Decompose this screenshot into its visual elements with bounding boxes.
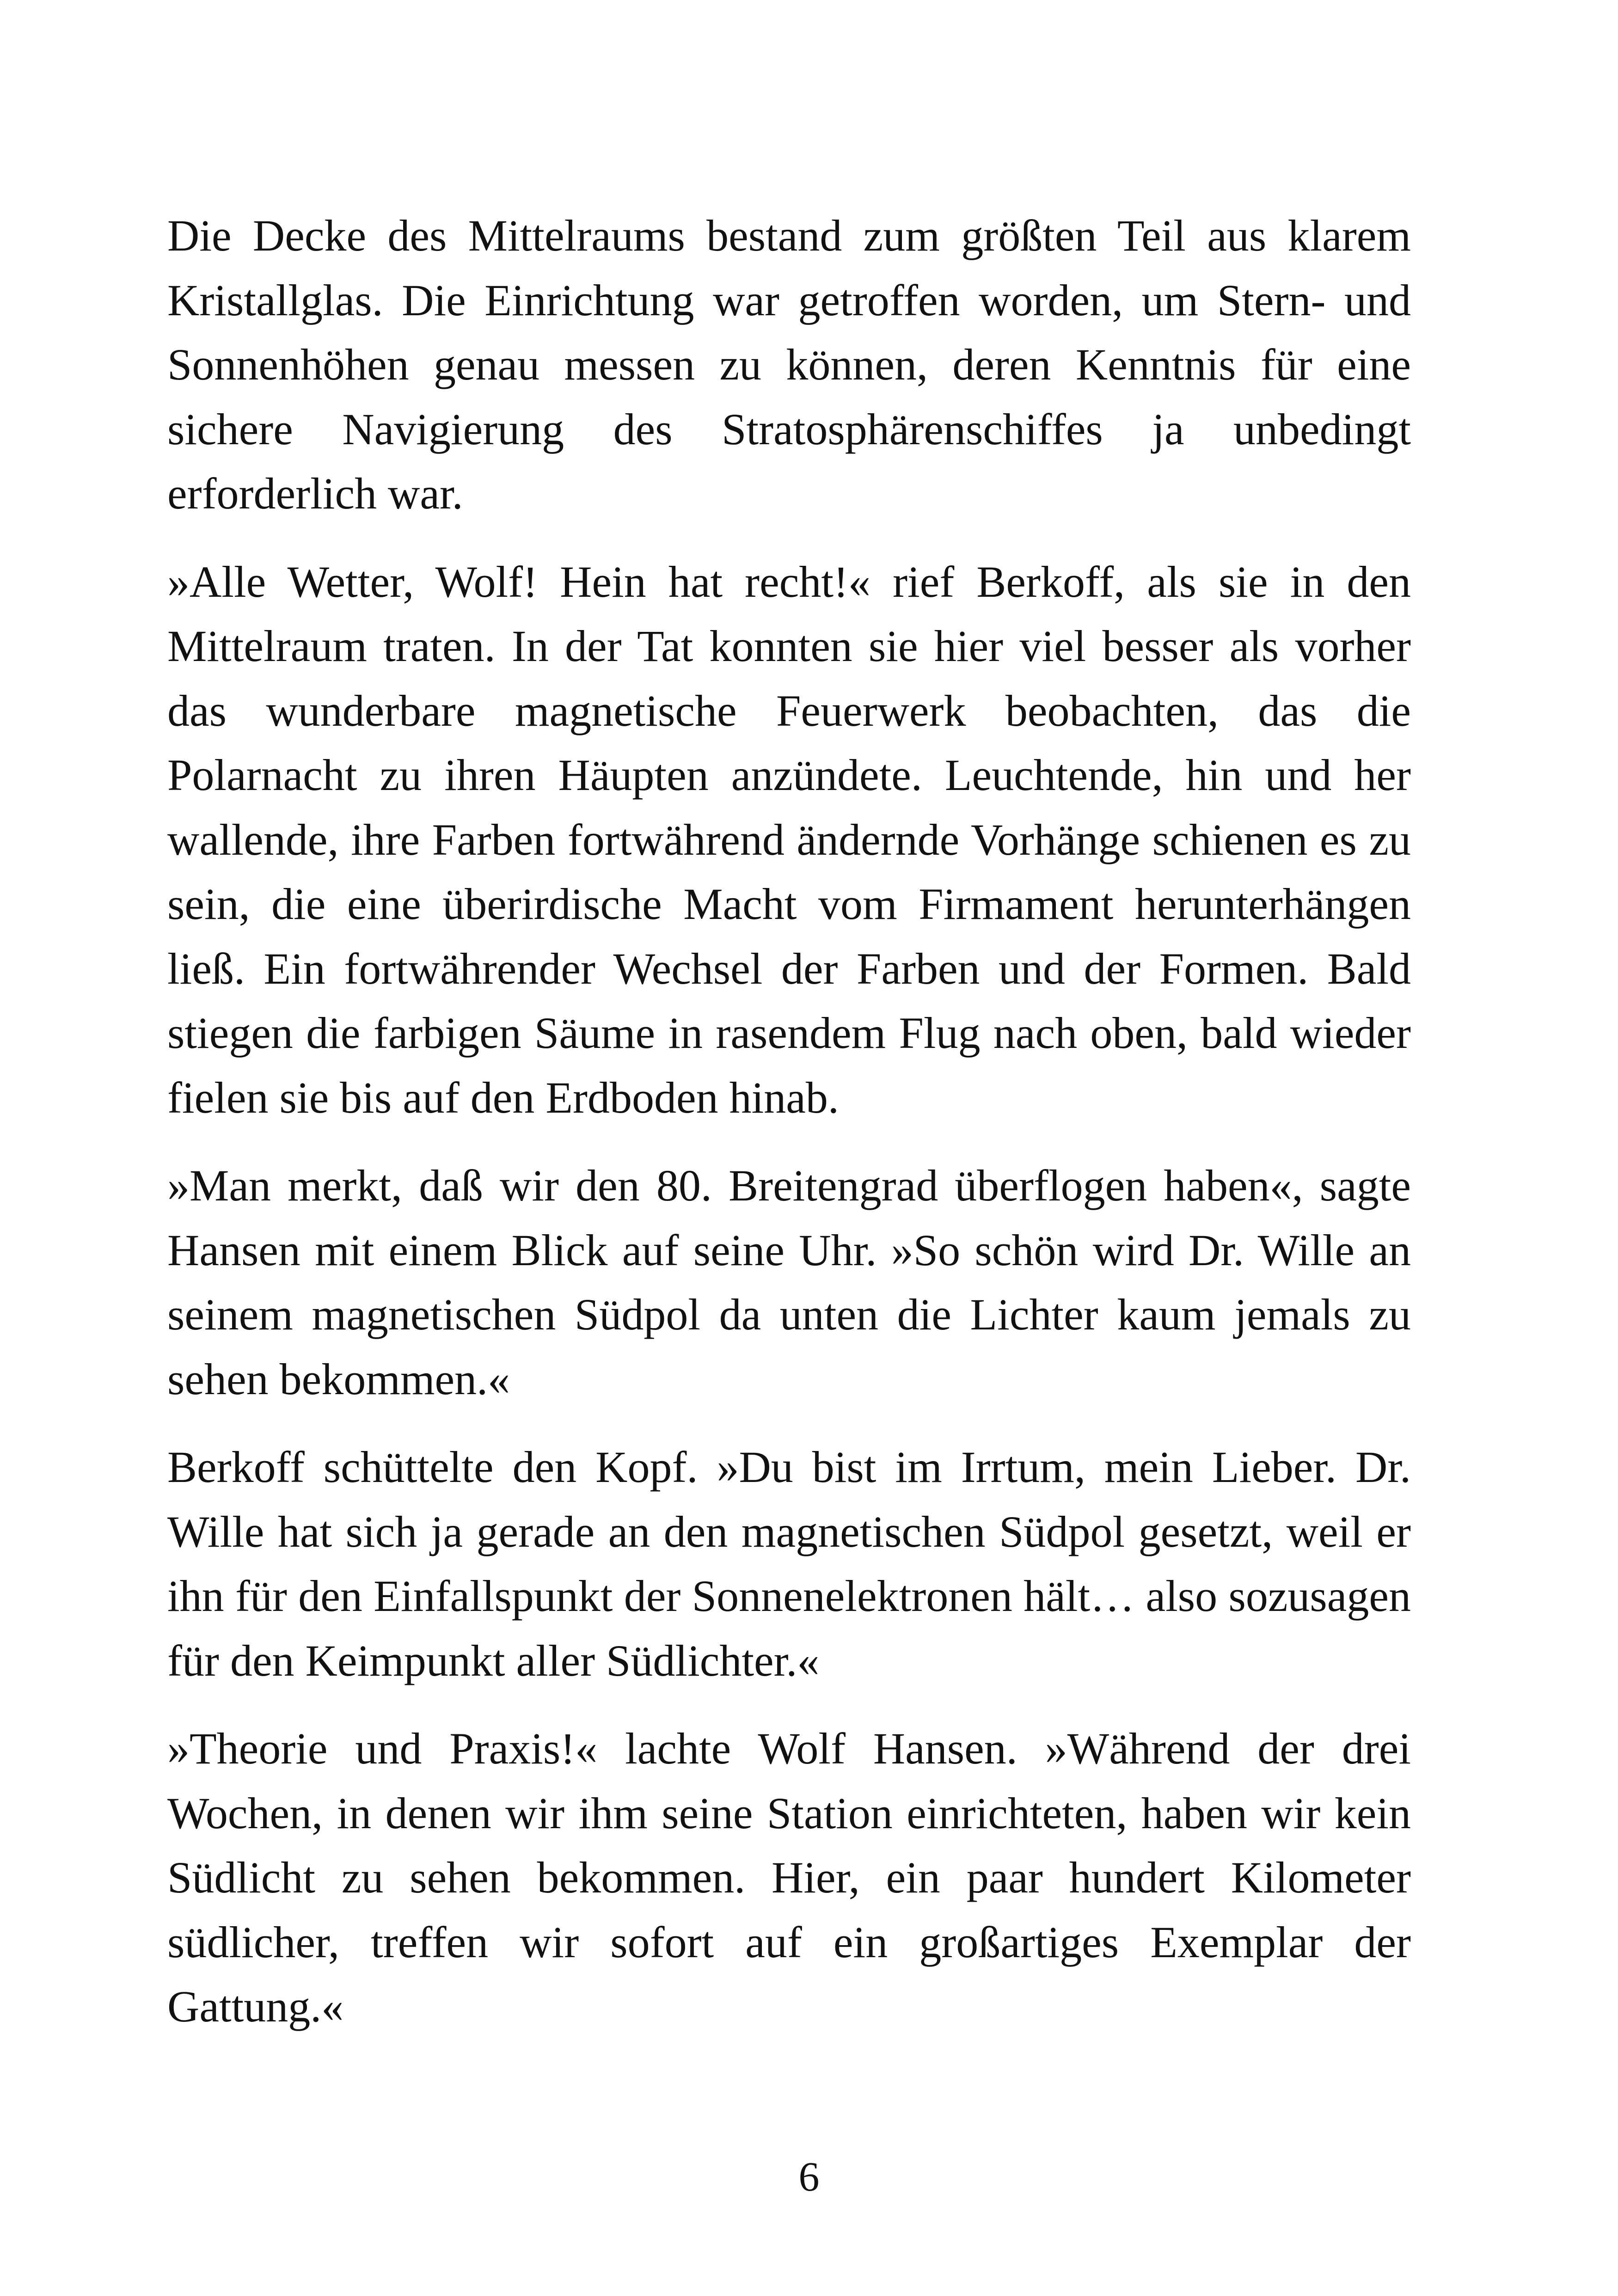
paragraph-4: Berkoff schüttelte den Kopf. »Du bist im Irrtum, mein Lieber. Dr. Wille hat sich ja gerade an den magnetischen Südpol gesetzt, weil er ihn für den Einfallspunkt der Sonnenelektronen hält… also sozusagen für den Keimpunkt aller Südlichter.« — [167, 1442, 1411, 1685]
paragraph-3: »Man merkt, daß wir den 80. Breitengrad überflogen haben«, sagte Hansen mit einem Blick auf seine Uhr. »So schön wird Dr. Wille an seinem magnetischen Südpol da unten die Lichter kaum jemals zu sehen bekommen.« — [167, 1161, 1411, 1404]
body-text — [167, 203, 1411, 2063]
paragraph-5: »Theorie und Praxis!« lachte Wolf Hansen. »Während der drei Wochen, in denen wir ihm seine Station einrichteten, haben wir kein Südlicht zu sehen bekommen. Hier, ein paar hundert Kilometer südlicher, treffen wir sofort auf ein großartiges Exemplar der Gattung.« — [167, 1724, 1411, 2031]
paragraph-1: Die Decke des Mittelraums bestand zum größten Teil aus klarem Kristallglas. Die Einrichtung war getroffen worden, um Stern- und Sonnenhöhen genau messen zu können, deren Kenntnis für eine sichere Navigierung des Stratosphärenschiffes ja unbedingt erforderlich war. — [167, 211, 1411, 518]
page-number: 6 — [798, 2154, 820, 2200]
paragraph-2: »Alle Wetter, Wolf! Hein hat recht!« rief Berkoff, als sie in den Mittelraum traten. In der Tat konnten sie hier viel besser als vorher das wunderbare magnetische Feuerwerk beobachten, das die Polarnacht zu ihren Häupten anzündete. Leuchtende, hin und her wallende, ihre Farben fortwährend ändernde Vorhänge schienen es zu sein, die eine überirdische Macht vom Firmament herunterhängen ließ. Ein fortwährender Wechsel der Farben und der Formen. Bald stiegen die farbigen Säume in rasendem Flug nach oben, bald wieder fielen sie bis auf den Erdboden hinab. — [167, 557, 1411, 1122]
